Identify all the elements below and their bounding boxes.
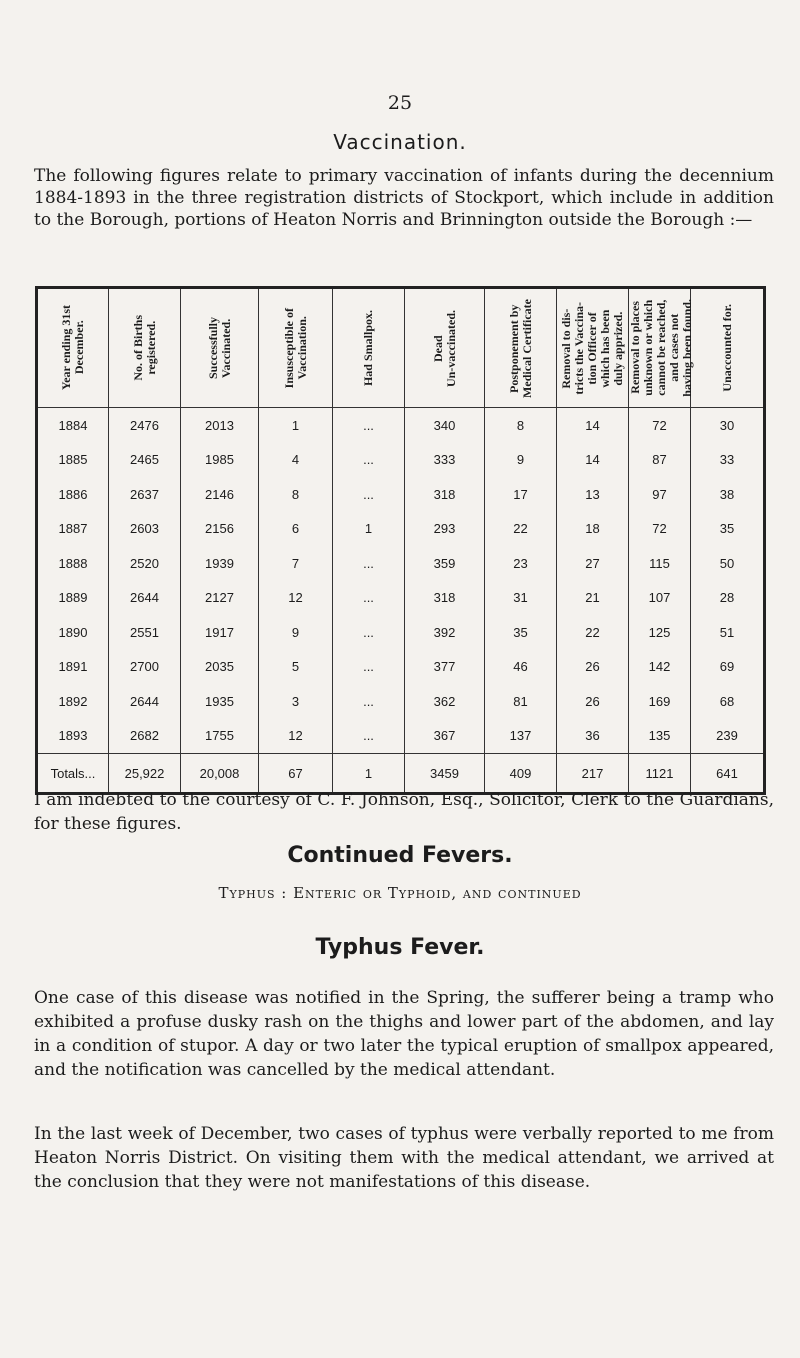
table-cell: 1	[333, 512, 405, 547]
table-cell: 2603	[109, 512, 181, 547]
table-cell: 367	[405, 719, 485, 754]
table-cell: 14	[557, 443, 629, 478]
totals-cell: 1121	[629, 754, 691, 794]
vaccination-table	[35, 286, 766, 795]
table-row	[37, 581, 765, 616]
table-cell: 12	[259, 581, 333, 616]
table-cell: 1	[259, 408, 333, 443]
section-title: Vaccination.	[333, 130, 467, 154]
table-cell: 50	[691, 546, 765, 581]
table-cell: 1886	[37, 477, 109, 512]
table-cell: 1917	[181, 615, 259, 650]
table-cell: 137	[485, 719, 557, 754]
table-cell: 13	[557, 477, 629, 512]
table-cell: 169	[629, 684, 691, 719]
table-cell: 87	[629, 443, 691, 478]
table-cell: 359	[405, 546, 485, 581]
table-cell: 12	[259, 719, 333, 754]
table-row	[37, 443, 765, 478]
table-cell: 142	[629, 650, 691, 685]
table-cell: 9	[485, 443, 557, 478]
table-cell: 107	[629, 581, 691, 616]
totals-cell: 3459	[405, 754, 485, 794]
table-cell: 1939	[181, 546, 259, 581]
totals-cell: 25,922	[109, 754, 181, 794]
col-removal-unknown: Removal to places unknown or which cannot be reached, and cases not having been found.	[629, 288, 691, 408]
table-cell: 38	[691, 477, 765, 512]
fevers-subheading: Typhus : Enteric or Typhoid, and continued	[218, 884, 582, 902]
table-cell: 1889	[37, 581, 109, 616]
table-cell: 30	[691, 408, 765, 443]
table-cell: 1985	[181, 443, 259, 478]
table-row	[37, 615, 765, 650]
table-cell: 392	[405, 615, 485, 650]
col-births: No. of Births registered.	[109, 288, 181, 408]
table-cell: 5	[259, 650, 333, 685]
table-cell: 51	[691, 615, 765, 650]
table-header-row	[37, 288, 765, 408]
table-cell: 340	[405, 408, 485, 443]
table-cell: 2127	[181, 581, 259, 616]
table-cell: 318	[405, 581, 485, 616]
table-cell: 4	[259, 443, 333, 478]
table-cell: ...	[333, 581, 405, 616]
table-cell: 318	[405, 477, 485, 512]
table-cell: 2682	[109, 719, 181, 754]
col-removal-districts: Removal to dis- tricts the Vaccina- tion Officer of which has been duly apprized.	[557, 288, 629, 408]
table-cell: 2146	[181, 477, 259, 512]
table-cell: 293	[405, 512, 485, 547]
table-cell: 72	[629, 512, 691, 547]
table-cell: ...	[333, 443, 405, 478]
table-cell: 31	[485, 581, 557, 616]
table-cell: 35	[485, 615, 557, 650]
table-cell: 46	[485, 650, 557, 685]
table-cell: 2700	[109, 650, 181, 685]
table-cell: ...	[333, 615, 405, 650]
col-year: Year ending 31st December.	[37, 288, 109, 408]
table-cell: 26	[557, 650, 629, 685]
table-cell: ...	[333, 477, 405, 512]
table-cell: ...	[333, 546, 405, 581]
table-cell: 1885	[37, 443, 109, 478]
table-cell: 14	[557, 408, 629, 443]
totals-cell: 409	[485, 754, 557, 794]
table-row	[37, 477, 765, 512]
table-cell: ...	[333, 650, 405, 685]
table-cell: 26	[557, 684, 629, 719]
table-cell: 1884	[37, 408, 109, 443]
typhus-heading: Typhus Fever.	[315, 935, 485, 960]
table-cell: 2476	[109, 408, 181, 443]
table-cell: 135	[629, 719, 691, 754]
table-cell: 1887	[37, 512, 109, 547]
table-cell: 2551	[109, 615, 181, 650]
table-cell: 68	[691, 684, 765, 719]
table-cell: 28	[691, 581, 765, 616]
acknowledgement-paragraph: I am indebted to the courtesy of C. F. Johnson, Esq., Solicitor, Clerk to the Guardians, for these figures.	[34, 790, 774, 834]
totals-cell: 217	[557, 754, 629, 794]
table-cell: 1935	[181, 684, 259, 719]
table-cell: 2465	[109, 443, 181, 478]
totals-cell: Totals...	[37, 754, 109, 794]
table-cell: 1892	[37, 684, 109, 719]
table-cell: 6	[259, 512, 333, 547]
table-cell: 125	[629, 615, 691, 650]
table-cell: 17	[485, 477, 557, 512]
table-cell: 1890	[37, 615, 109, 650]
intro-paragraph: The following figures relate to primary vaccination of infants during the decennium 1884-1893 in the three registration districts of Stockport, which include in addition to the Borough, portions of Heaton Norris and Brinnington outside the Borough :—	[34, 166, 774, 230]
table-cell: 1891	[37, 650, 109, 685]
col-postponement: Postponement by Medical Certificate	[485, 288, 557, 408]
table-cell: 27	[557, 546, 629, 581]
table-cell: 21	[557, 581, 629, 616]
table-cell: 2637	[109, 477, 181, 512]
table-cell: 2013	[181, 408, 259, 443]
typhus-paragraph-1: One case of this disease was notified in the Spring, the sufferer being a tramp who exhibited a profuse dusky rash on the thighs and lower part of the abdomen, and lay in a condition of stupor. A day or two later the typical eruption of smallpox appeared, and the notification was cancelled by the medical attendant.	[34, 988, 774, 1080]
table-cell: 239	[691, 719, 765, 754]
table-cell: ...	[333, 719, 405, 754]
table-cell: 362	[405, 684, 485, 719]
page-number: 25	[387, 92, 413, 114]
table-cell: 7	[259, 546, 333, 581]
table-cell: 69	[691, 650, 765, 685]
table-cell: 2520	[109, 546, 181, 581]
col-smallpox: Had Smallpox.	[333, 288, 405, 408]
table-cell: 2644	[109, 581, 181, 616]
table-cell: 1893	[37, 719, 109, 754]
table-cell: 333	[405, 443, 485, 478]
table-row	[37, 684, 765, 719]
col-insusceptible: Insusceptible of Vaccination.	[259, 288, 333, 408]
table-cell: 35	[691, 512, 765, 547]
table-row	[37, 719, 765, 754]
table-cell: 1888	[37, 546, 109, 581]
col-unaccounted: Unaccounted for.	[691, 288, 765, 408]
col-dead: Dead Un-vaccinated.	[405, 288, 485, 408]
continued-fevers-heading: Continued Fevers.	[287, 843, 513, 868]
table-row	[37, 408, 765, 443]
table-cell: 36	[557, 719, 629, 754]
table-cell: ...	[333, 408, 405, 443]
table-cell: 3	[259, 684, 333, 719]
typhus-paragraph-2: In the last week of December, two cases of typhus were verbally reported to me from Heaton Norris District. On visiting them with the medical attendant, we arrived at the conclusion that they were not manifestations of this disease.	[34, 1124, 774, 1192]
col-vaccinated: Successfully Vaccinated.	[181, 288, 259, 408]
totals-cell: 67	[259, 754, 333, 794]
table-cell: 33	[691, 443, 765, 478]
table-row	[37, 512, 765, 547]
table-cell: 2035	[181, 650, 259, 685]
table-cell: 72	[629, 408, 691, 443]
totals-cell: 1	[333, 754, 405, 794]
table-cell: 2644	[109, 684, 181, 719]
table-row	[37, 546, 765, 581]
table-cell: 81	[485, 684, 557, 719]
table-cell: 9	[259, 615, 333, 650]
table-cell: 2156	[181, 512, 259, 547]
table-cell: 97	[629, 477, 691, 512]
table-cell: 8	[485, 408, 557, 443]
table-row	[37, 650, 765, 685]
totals-cell: 641	[691, 754, 765, 794]
table-cell: 18	[557, 512, 629, 547]
totals-cell: 20,008	[181, 754, 259, 794]
table-cell: 1755	[181, 719, 259, 754]
table-cell: 377	[405, 650, 485, 685]
table-cell: 22	[485, 512, 557, 547]
table-cell: 23	[485, 546, 557, 581]
table-cell: 22	[557, 615, 629, 650]
table-cell: 8	[259, 477, 333, 512]
table-cell: ...	[333, 684, 405, 719]
table-cell: 115	[629, 546, 691, 581]
